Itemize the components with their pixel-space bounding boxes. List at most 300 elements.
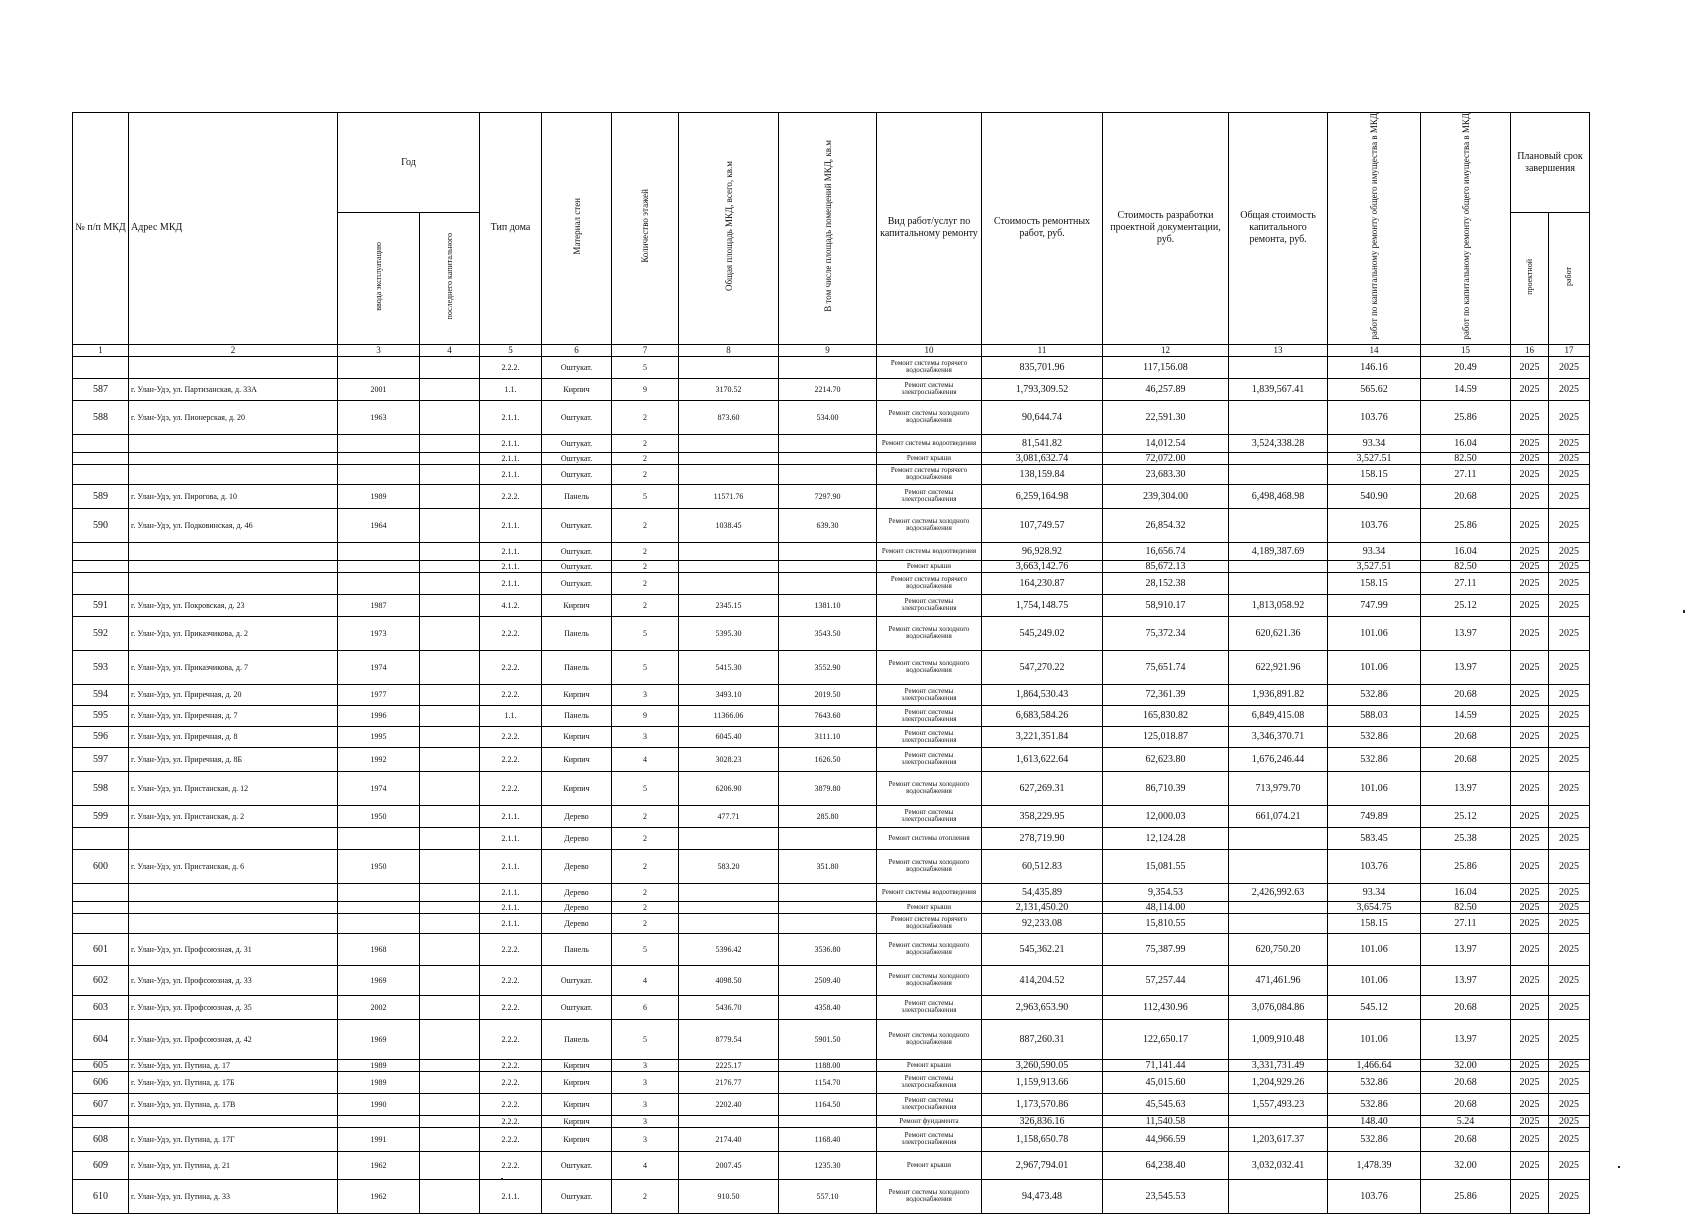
row-deadline-works: 2025 xyxy=(1549,400,1590,434)
row-project-cost: 15,081.55 xyxy=(1103,849,1229,883)
row-deadline-project: 2025 xyxy=(1511,542,1549,560)
row-col15: 14.59 xyxy=(1421,705,1511,726)
row-number: 603 xyxy=(73,995,129,1019)
table-row xyxy=(73,901,1590,913)
row-year-repair xyxy=(420,901,480,913)
row-total-area: 5395.30 xyxy=(679,616,779,650)
row-project-cost: 122,650.17 xyxy=(1103,1019,1229,1059)
row-deadline-project: 2025 xyxy=(1511,508,1549,542)
row-total-area xyxy=(679,572,779,594)
row-floors: 3 xyxy=(612,684,679,705)
row-floors: 2 xyxy=(612,883,679,901)
row-room-area: 285.80 xyxy=(779,805,877,827)
subheader-year-commission xyxy=(338,213,420,344)
row-floors: 5 xyxy=(612,1019,679,1059)
row-floors: 9 xyxy=(612,378,679,400)
row-total-area: 2202.40 xyxy=(679,1093,779,1115)
row-deadline-works: 2025 xyxy=(1549,1115,1590,1127)
row-room-area: 1168.40 xyxy=(779,1127,877,1151)
row-number: 600 xyxy=(73,849,129,883)
row-total-area xyxy=(679,913,779,933)
subheader-year-repair xyxy=(420,213,480,344)
row-floors: 9 xyxy=(612,705,679,726)
row-year-repair xyxy=(420,684,480,705)
row-work-type: Ремонт системы электроснабжения xyxy=(877,995,982,1019)
row-wall-material: Оштукат. xyxy=(542,995,612,1019)
row-repair-cost: 414,204.52 xyxy=(982,965,1103,995)
row-work-type: Ремонт системы электроснабжения xyxy=(877,1127,982,1151)
row-col15: 32.00 xyxy=(1421,1059,1511,1071)
row-col14: 540.90 xyxy=(1328,484,1421,508)
row-work-type: Ремонт системы электроснабжения xyxy=(877,378,982,400)
row-floors: 3 xyxy=(612,1115,679,1127)
row-year-commission: 1995 xyxy=(338,726,420,747)
row-deadline-works: 2025 xyxy=(1549,1019,1590,1059)
row-year-commission: 1987 xyxy=(338,594,420,616)
row-total-cost: 620,621.36 xyxy=(1229,616,1328,650)
row-year-commission xyxy=(338,913,420,933)
row-col14: 532.86 xyxy=(1328,747,1421,771)
row-col15: 13.97 xyxy=(1421,933,1511,965)
row-year-repair xyxy=(420,594,480,616)
column-number: 17 xyxy=(1549,344,1590,356)
row-address xyxy=(129,560,338,572)
row-address xyxy=(129,827,338,849)
row-col14: 158.15 xyxy=(1328,572,1421,594)
row-year-repair xyxy=(420,705,480,726)
row-room-area: 2509.40 xyxy=(779,965,877,995)
row-year-repair xyxy=(420,913,480,933)
row-col15: 13.97 xyxy=(1421,1019,1511,1059)
row-room-area xyxy=(779,913,877,933)
row-number xyxy=(73,560,129,572)
row-year-repair xyxy=(420,400,480,434)
row-col15: 20.68 xyxy=(1421,1071,1511,1093)
row-total-cost: 622,921.96 xyxy=(1229,650,1328,684)
column-number: 7 xyxy=(612,344,679,356)
row-deadline-project: 2025 xyxy=(1511,1019,1549,1059)
row-wall-material: Кирпич xyxy=(542,1127,612,1151)
row-year-commission xyxy=(338,542,420,560)
row-col15: 5.24 xyxy=(1421,1115,1511,1127)
row-deadline-works: 2025 xyxy=(1549,805,1590,827)
row-address: г. Улан-Удэ, ул. Приказчикова, д. 7 xyxy=(129,650,338,684)
row-total-area xyxy=(679,1115,779,1127)
row-project-cost: 48,114.00 xyxy=(1103,901,1229,913)
row-floors: 3 xyxy=(612,726,679,747)
row-deadline-works: 2025 xyxy=(1549,933,1590,965)
row-house-type: 2.1.1. xyxy=(480,434,542,452)
table-row xyxy=(73,1071,1590,1093)
subheader-deadline-project xyxy=(1511,213,1549,344)
row-deadline-works: 2025 xyxy=(1549,484,1590,508)
row-house-type: 2.2.2. xyxy=(480,1115,542,1127)
row-wall-material: Кирпич xyxy=(542,726,612,747)
header-project-cost: Стоимость разработки проектной документации, руб. xyxy=(1103,113,1229,345)
row-work-type: Ремонт системы электроснабжения xyxy=(877,726,982,747)
row-deadline-project: 2025 xyxy=(1511,1127,1549,1151)
row-total-area: 5415.30 xyxy=(679,650,779,684)
column-number: 11 xyxy=(982,344,1103,356)
row-address: г. Улан-Удэ, ул. Приказчикова, д. 2 xyxy=(129,616,338,650)
table-row xyxy=(73,1019,1590,1059)
row-deadline-works: 2025 xyxy=(1549,508,1590,542)
row-number: 595 xyxy=(73,705,129,726)
row-total-cost: 1,203,617.37 xyxy=(1229,1127,1328,1151)
row-deadline-works: 2025 xyxy=(1549,464,1590,484)
row-project-cost: 75,387.99 xyxy=(1103,933,1229,965)
row-deadline-project: 2025 xyxy=(1511,572,1549,594)
row-total-area: 3493.10 xyxy=(679,684,779,705)
column-number: 10 xyxy=(877,344,982,356)
row-year-commission: 1963 xyxy=(338,400,420,434)
table-row xyxy=(73,650,1590,684)
column-number: 6 xyxy=(542,344,612,356)
row-house-type: 1.1. xyxy=(480,378,542,400)
row-deadline-works: 2025 xyxy=(1549,1179,1590,1213)
row-col14: 101.06 xyxy=(1328,650,1421,684)
row-room-area xyxy=(779,452,877,464)
subheader-deadline-project-text: проектной xyxy=(1524,258,1534,295)
row-col14: 532.86 xyxy=(1328,726,1421,747)
row-address xyxy=(129,1115,338,1127)
row-year-repair xyxy=(420,1127,480,1151)
row-floors: 3 xyxy=(612,1059,679,1071)
row-project-cost: 86,710.39 xyxy=(1103,771,1229,805)
row-address xyxy=(129,542,338,560)
row-house-type: 2.2.2. xyxy=(480,616,542,650)
row-address: г. Улан-Удэ, ул. Приречная, д. 8 xyxy=(129,726,338,747)
row-repair-cost: 2,131,450.20 xyxy=(982,901,1103,913)
row-room-area xyxy=(779,356,877,378)
row-work-type: Ремонт системы горячего водоснабжения xyxy=(877,356,982,378)
row-deadline-works: 2025 xyxy=(1549,726,1590,747)
row-col15: 13.97 xyxy=(1421,616,1511,650)
row-total-cost: 3,524,338.28 xyxy=(1229,434,1328,452)
row-address: г. Улан-Удэ, ул. Путина, д. 17 xyxy=(129,1059,338,1071)
row-total-area: 6206.90 xyxy=(679,771,779,805)
row-house-type: 2.1.1. xyxy=(480,901,542,913)
header-col15-text: работ по капитальному ремонту общего имущества в МКД xyxy=(1460,113,1471,340)
header-floors-text: Количество этажей xyxy=(640,189,650,264)
row-room-area xyxy=(779,827,877,849)
row-col14: 747.99 xyxy=(1328,594,1421,616)
row-work-type: Ремонт системы отопления xyxy=(877,827,982,849)
row-work-type: Ремонт системы водоотведения xyxy=(877,542,982,560)
table-row xyxy=(73,965,1590,995)
row-project-cost: 58,910.17 xyxy=(1103,594,1229,616)
row-year-repair xyxy=(420,1093,480,1115)
row-number: 602 xyxy=(73,965,129,995)
row-repair-cost: 1,173,570.86 xyxy=(982,1093,1103,1115)
row-year-commission: 1950 xyxy=(338,849,420,883)
row-col14: 148.40 xyxy=(1328,1115,1421,1127)
row-floors: 4 xyxy=(612,1151,679,1179)
repair-schedule-table xyxy=(72,112,1590,1214)
row-address: г. Улан-Удэ, ул. Приречная, д. 20 xyxy=(129,684,338,705)
row-col15: 14.59 xyxy=(1421,378,1511,400)
row-floors: 3 xyxy=(612,1127,679,1151)
row-number xyxy=(73,542,129,560)
row-year-repair xyxy=(420,508,480,542)
row-col15: 25.86 xyxy=(1421,508,1511,542)
row-deadline-project: 2025 xyxy=(1511,560,1549,572)
row-deadline-works: 2025 xyxy=(1549,965,1590,995)
row-year-commission: 1991 xyxy=(338,1127,420,1151)
row-floors: 5 xyxy=(612,771,679,805)
row-total-area xyxy=(679,901,779,913)
row-deadline-project: 2025 xyxy=(1511,594,1549,616)
row-house-type: 2.2.2. xyxy=(480,726,542,747)
row-work-type: Ремонт системы холодного водоснабжения xyxy=(877,849,982,883)
row-year-repair xyxy=(420,1019,480,1059)
row-total-cost xyxy=(1229,913,1328,933)
row-col15: 82.50 xyxy=(1421,901,1511,913)
row-wall-material: Оштукат. xyxy=(542,542,612,560)
row-address: г. Улан-Удэ, ул. Приречная, д. 8Б xyxy=(129,747,338,771)
row-repair-cost: 2,963,653.90 xyxy=(982,995,1103,1019)
row-deadline-project: 2025 xyxy=(1511,1059,1549,1071)
column-number: 5 xyxy=(480,344,542,356)
row-col14: 103.76 xyxy=(1328,1179,1421,1213)
table-row xyxy=(73,849,1590,883)
row-address xyxy=(129,356,338,378)
row-house-type: 2.2.2. xyxy=(480,1059,542,1071)
table-row xyxy=(73,594,1590,616)
row-repair-cost: 547,270.22 xyxy=(982,650,1103,684)
row-house-type: 2.1.1. xyxy=(480,452,542,464)
row-project-cost: 9,354.53 xyxy=(1103,883,1229,901)
row-year-repair xyxy=(420,1115,480,1127)
row-work-type: Ремонт системы холодного водоснабжения xyxy=(877,616,982,650)
column-number: 12 xyxy=(1103,344,1229,356)
row-repair-cost: 1,754,148.75 xyxy=(982,594,1103,616)
row-col15: 25.86 xyxy=(1421,1179,1511,1213)
row-project-cost: 11,540.58 xyxy=(1103,1115,1229,1127)
row-deadline-project: 2025 xyxy=(1511,452,1549,464)
column-number: 2 xyxy=(129,344,338,356)
row-total-cost: 661,074.21 xyxy=(1229,805,1328,827)
row-deadline-project: 2025 xyxy=(1511,1151,1549,1179)
row-total-area: 2176.77 xyxy=(679,1071,779,1093)
row-number: 601 xyxy=(73,933,129,965)
row-number: 592 xyxy=(73,616,129,650)
row-deadline-project: 2025 xyxy=(1511,616,1549,650)
row-year-repair xyxy=(420,616,480,650)
row-year-repair xyxy=(420,434,480,452)
row-work-type: Ремонт системы горячего водоснабжения xyxy=(877,913,982,933)
row-work-type: Ремонт системы электроснабжения xyxy=(877,747,982,771)
row-project-cost: 64,238.40 xyxy=(1103,1151,1229,1179)
row-repair-cost: 96,928.92 xyxy=(982,542,1103,560)
header-repair-cost: Стоимость ремонтных работ, руб. xyxy=(982,113,1103,345)
row-deadline-works: 2025 xyxy=(1549,434,1590,452)
row-project-cost: 28,152.38 xyxy=(1103,572,1229,594)
row-project-cost: 117,156.08 xyxy=(1103,356,1229,378)
row-address xyxy=(129,434,338,452)
row-room-area: 2019.50 xyxy=(779,684,877,705)
table-row xyxy=(73,378,1590,400)
header-address: Адрес МКД xyxy=(129,113,338,345)
row-room-area: 1164.50 xyxy=(779,1093,877,1115)
row-year-commission xyxy=(338,452,420,464)
row-total-cost: 471,461.96 xyxy=(1229,965,1328,995)
row-total-cost xyxy=(1229,560,1328,572)
row-col14: 158.15 xyxy=(1328,464,1421,484)
row-total-cost: 4,189,387.69 xyxy=(1229,542,1328,560)
row-number: 591 xyxy=(73,594,129,616)
row-col14: 146.16 xyxy=(1328,356,1421,378)
row-deadline-works: 2025 xyxy=(1549,452,1590,464)
row-wall-material: Панель xyxy=(542,1019,612,1059)
row-number: 610 xyxy=(73,1179,129,1213)
row-total-cost: 3,076,084.86 xyxy=(1229,995,1328,1019)
table-row xyxy=(73,883,1590,901)
row-wall-material: Кирпич xyxy=(542,771,612,805)
row-total-area: 3170.52 xyxy=(679,378,779,400)
row-room-area: 3879.80 xyxy=(779,771,877,805)
row-repair-cost: 358,229.95 xyxy=(982,805,1103,827)
header-col14 xyxy=(1328,113,1421,345)
row-address: г. Улан-Удэ, ул. Покровская, д. 23 xyxy=(129,594,338,616)
row-deadline-project: 2025 xyxy=(1511,965,1549,995)
column-number: 15 xyxy=(1421,344,1511,356)
row-total-cost xyxy=(1229,508,1328,542)
row-repair-cost: 92,233.08 xyxy=(982,913,1103,933)
row-floors: 2 xyxy=(612,594,679,616)
subheader-year-commission-text: ввода эксплуатацию xyxy=(373,242,383,311)
row-number: 609 xyxy=(73,1151,129,1179)
header-col14-text: работ по капитальному ремонту общего имущества в МКД xyxy=(1369,113,1379,340)
row-room-area: 1381.10 xyxy=(779,594,877,616)
row-col14: 158.15 xyxy=(1328,913,1421,933)
row-col15: 82.50 xyxy=(1421,452,1511,464)
row-wall-material: Дерево xyxy=(542,913,612,933)
row-wall-material: Оштукат. xyxy=(542,560,612,572)
table-row xyxy=(73,542,1590,560)
row-wall-material: Панель xyxy=(542,484,612,508)
row-total-area: 583.20 xyxy=(679,849,779,883)
row-wall-material: Кирпич xyxy=(542,594,612,616)
row-wall-material: Кирпич xyxy=(542,684,612,705)
row-floors: 2 xyxy=(612,913,679,933)
row-repair-cost: 6,683,584.26 xyxy=(982,705,1103,726)
row-number xyxy=(73,452,129,464)
row-house-type: 2.2.2. xyxy=(480,1071,542,1093)
row-wall-material: Оштукат. xyxy=(542,572,612,594)
row-year-commission: 1973 xyxy=(338,616,420,650)
row-number: 605 xyxy=(73,1059,129,1071)
row-number: 593 xyxy=(73,650,129,684)
row-deadline-project: 2025 xyxy=(1511,883,1549,901)
row-col15: 20.68 xyxy=(1421,747,1511,771)
row-deadline-works: 2025 xyxy=(1549,356,1590,378)
row-col14: 101.06 xyxy=(1328,965,1421,995)
row-deadline-project: 2025 xyxy=(1511,1115,1549,1127)
row-year-commission: 1964 xyxy=(338,508,420,542)
row-wall-material: Кирпич xyxy=(542,1115,612,1127)
row-work-type: Ремонт крыши xyxy=(877,560,982,572)
row-project-cost: 12,000.03 xyxy=(1103,805,1229,827)
row-wall-material: Кирпич xyxy=(542,747,612,771)
row-floors: 4 xyxy=(612,747,679,771)
row-deadline-project: 2025 xyxy=(1511,901,1549,913)
row-number xyxy=(73,464,129,484)
row-house-type: 2.2.2. xyxy=(480,1019,542,1059)
row-year-repair xyxy=(420,827,480,849)
row-project-cost: 62,623.80 xyxy=(1103,747,1229,771)
row-col15: 13.97 xyxy=(1421,965,1511,995)
row-total-area: 11366.06 xyxy=(679,705,779,726)
row-repair-cost: 1,613,622.64 xyxy=(982,747,1103,771)
row-room-area: 7297.90 xyxy=(779,484,877,508)
column-number: 3 xyxy=(338,344,420,356)
table-row xyxy=(73,400,1590,434)
column-number: 16 xyxy=(1511,344,1549,356)
row-col15: 20.49 xyxy=(1421,356,1511,378)
row-room-area: 4358.40 xyxy=(779,995,877,1019)
row-year-commission: 1996 xyxy=(338,705,420,726)
row-col14: 583.45 xyxy=(1328,827,1421,849)
row-floors: 2 xyxy=(612,508,679,542)
row-total-area xyxy=(679,452,779,464)
row-wall-material: Оштукат. xyxy=(542,356,612,378)
row-wall-material: Панель xyxy=(542,616,612,650)
header-room-area-text: В том числе площадь помещений МКД, кв.м xyxy=(822,140,833,313)
row-project-cost: 45,015.60 xyxy=(1103,1071,1229,1093)
row-year-repair xyxy=(420,883,480,901)
row-house-type: 2.2.2. xyxy=(480,484,542,508)
row-house-type: 2.2.2. xyxy=(480,933,542,965)
row-deadline-project: 2025 xyxy=(1511,464,1549,484)
row-col15: 13.97 xyxy=(1421,650,1511,684)
row-room-area: 351.80 xyxy=(779,849,877,883)
row-repair-cost: 81,541.82 xyxy=(982,434,1103,452)
row-deadline-project: 2025 xyxy=(1511,827,1549,849)
row-room-area xyxy=(779,464,877,484)
table-row xyxy=(73,560,1590,572)
row-total-cost xyxy=(1229,452,1328,464)
row-work-type: Ремонт системы холодного водоснабжения xyxy=(877,1019,982,1059)
row-col15: 25.86 xyxy=(1421,849,1511,883)
row-repair-cost: 278,719.90 xyxy=(982,827,1103,849)
row-wall-material: Оштукат. xyxy=(542,965,612,995)
row-room-area xyxy=(779,434,877,452)
row-floors: 2 xyxy=(612,849,679,883)
row-year-repair xyxy=(420,1179,480,1213)
row-deadline-project: 2025 xyxy=(1511,771,1549,805)
row-col15: 16.04 xyxy=(1421,542,1511,560)
table-row xyxy=(73,464,1590,484)
column-number: 9 xyxy=(779,344,877,356)
row-address: г. Улан-Удэ, ул. Профсоюзная, д. 42 xyxy=(129,1019,338,1059)
row-address: г. Улан-Удэ, ул. Путина, д. 17Г xyxy=(129,1127,338,1151)
row-total-area: 2007.45 xyxy=(679,1151,779,1179)
row-col14: 1,466.64 xyxy=(1328,1059,1421,1071)
row-deadline-works: 2025 xyxy=(1549,1127,1590,1151)
table-row xyxy=(73,1093,1590,1115)
row-deadline-works: 2025 xyxy=(1549,901,1590,913)
row-year-commission: 1990 xyxy=(338,1093,420,1115)
row-address: г. Улан-Удэ, ул. Пирогова, д. 10 xyxy=(129,484,338,508)
row-total-area: 11571.76 xyxy=(679,484,779,508)
row-work-type: Ремонт системы водоотведения xyxy=(877,883,982,901)
row-floors: 2 xyxy=(612,400,679,434)
row-year-repair xyxy=(420,378,480,400)
row-work-type: Ремонт системы горячего водоснабжения xyxy=(877,464,982,484)
row-address: г. Улан-Удэ, ул. Путина, д. 17В xyxy=(129,1093,338,1115)
row-house-type: 2.1.1. xyxy=(480,827,542,849)
